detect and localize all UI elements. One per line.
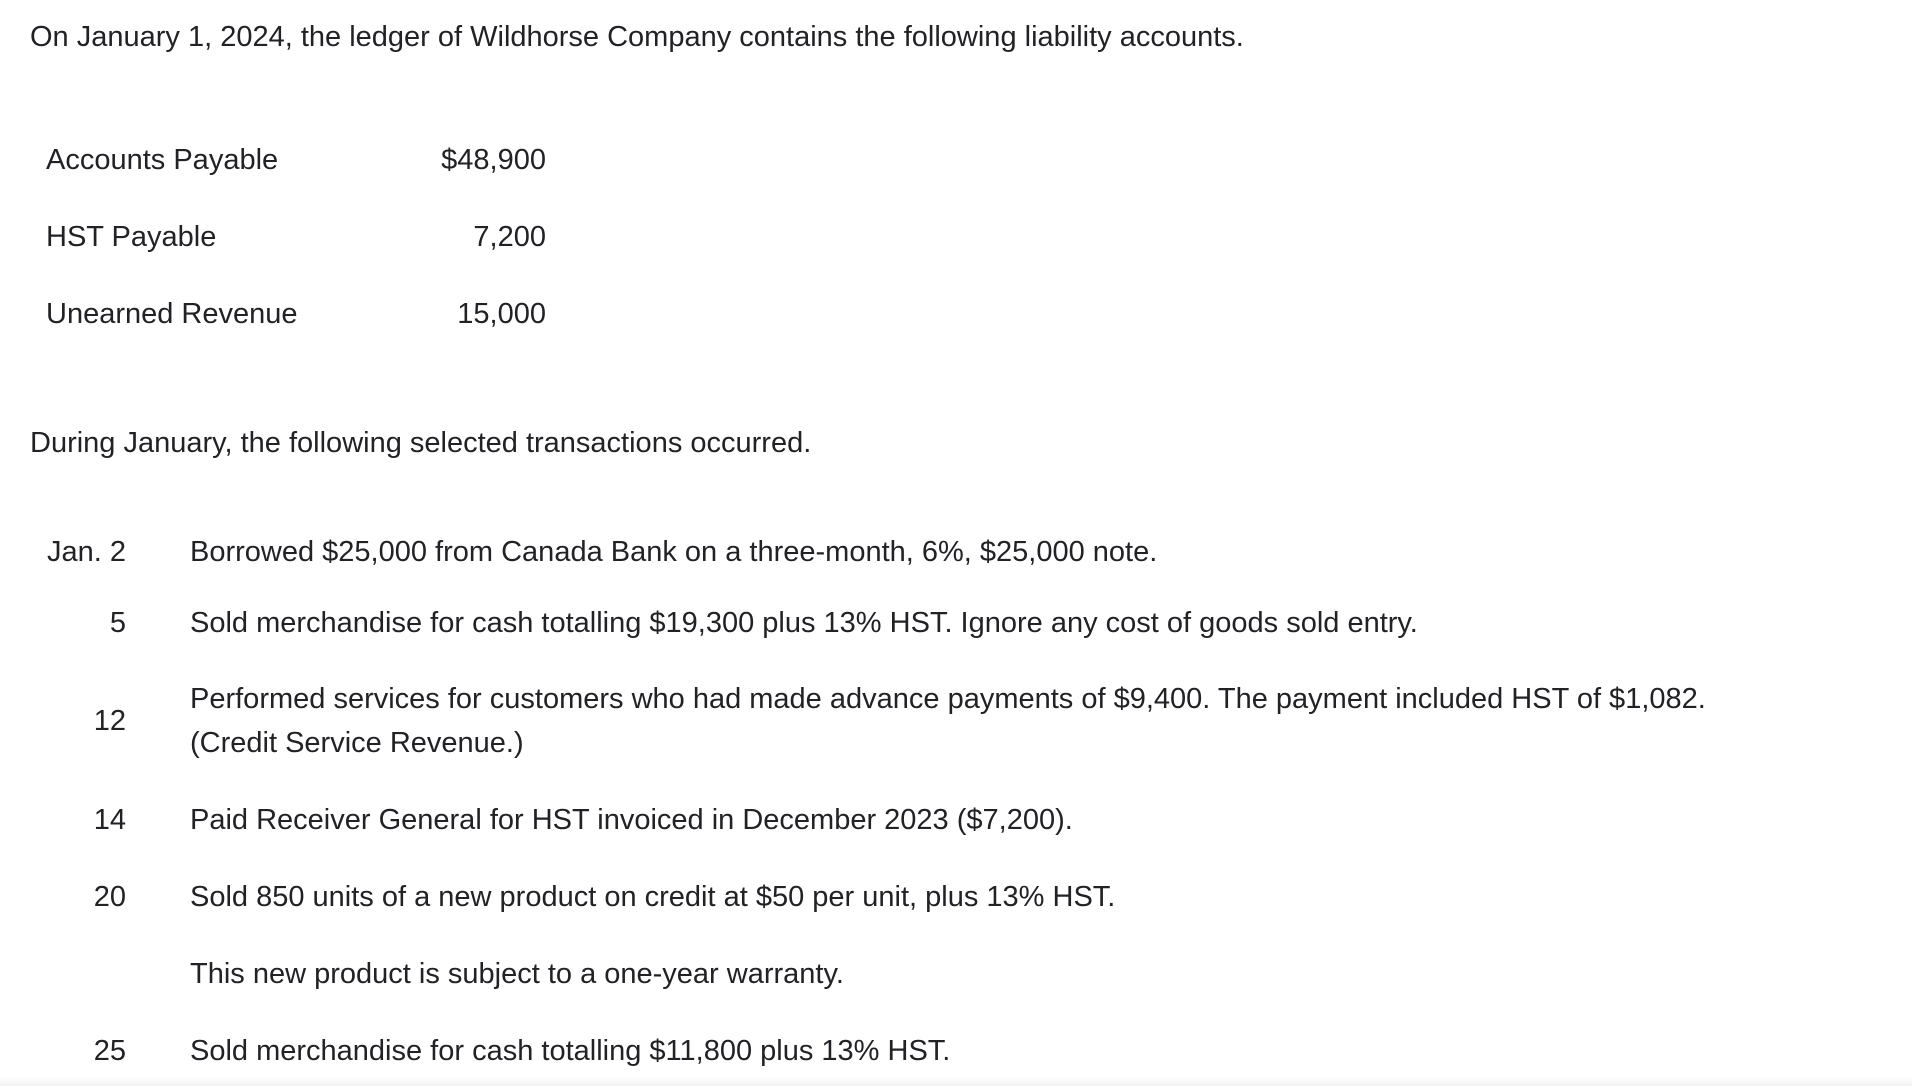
transaction-description: Sold 850 units of a new product on credit at $50 per unit, plus 13% HST.	[190, 880, 1116, 913]
transaction-row	[46, 584, 1880, 661]
ledger-row	[46, 122, 546, 199]
transaction-description: Sold merchandise for cash totalling $11,800 plus 13% HST.	[190, 1034, 951, 1067]
transactions-table	[46, 520, 1880, 1086]
ledger-table	[46, 122, 546, 353]
transactions-intro: During January, the following selected transactions occurred.	[30, 427, 812, 459]
bottom-edge	[0, 1076, 1912, 1086]
transaction-date: 25	[93, 1034, 126, 1067]
transaction-date: 14	[93, 803, 126, 836]
intro-text: On January 1, 2024, the ledger of Wildhorse Company contains the following liability accounts.	[30, 21, 1244, 53]
transaction-row	[46, 935, 1880, 1012]
transaction-date: Jan. 2	[47, 536, 126, 568]
ledger-account: Unearned Revenue	[46, 298, 298, 330]
transaction-date: 5	[109, 606, 126, 639]
transaction-row	[46, 858, 1880, 935]
transaction-row	[46, 1012, 1880, 1086]
transaction-row	[46, 661, 1880, 781]
transaction-description: Performed services for customers who had made advance payments of $9,400. The payment included HST of $1,082. (Credit Service Revenue.)	[190, 683, 1706, 759]
ledger-row	[46, 276, 546, 353]
transaction-date	[46, 935, 126, 1012]
transaction-row	[46, 520, 1880, 584]
transaction-description: This new product is subject to a one-year warranty.	[190, 957, 844, 990]
ledger-account: Accounts Payable	[46, 144, 279, 176]
transaction-date: 20	[93, 880, 126, 913]
transaction-row	[46, 781, 1880, 858]
ledger-amount: 7,200	[473, 221, 546, 253]
transaction-description: Sold merchandise for cash totalling $19,300 plus 13% HST. Ignore any cost of goods sold entry.	[190, 606, 1418, 639]
transaction-description: Paid Receiver General for HST invoiced in December 2023 ($7,200).	[190, 803, 1073, 836]
transaction-date: 12	[93, 705, 126, 737]
ledger-amount: 15,000	[457, 298, 546, 330]
ledger-row	[46, 199, 546, 276]
transaction-description: Borrowed $25,000 from Canada Bank on a three-month, 6%, $25,000 note.	[190, 536, 1158, 568]
ledger-account: HST Payable	[46, 221, 217, 253]
ledger-amount: $48,900	[441, 144, 546, 176]
